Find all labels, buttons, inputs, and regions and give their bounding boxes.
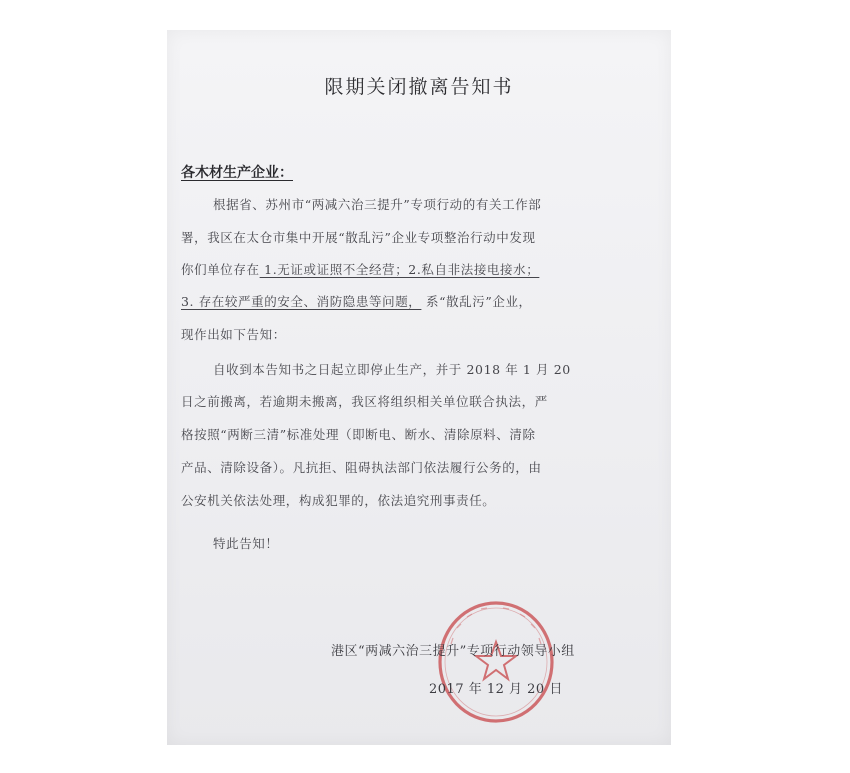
signature-organization: 港区“两减六治三提升”专项行动领导小组 — [331, 644, 575, 659]
salutation: 各木材生产企业： — [181, 165, 293, 181]
paragraph1-line4 — [181, 292, 532, 310]
paragraph1-line5: 现作出如下告知： — [181, 327, 286, 342]
paragraph1-line1: 根据省、苏州市“两减六治三提升”专项行动的有关工作部 — [213, 197, 542, 212]
paragraph2-line2: 日之前搬离，若逾期未搬离，我区将组织相关单位联合执法，严 — [181, 394, 548, 409]
paragraph2-line5: 公安机关依法处理，构成犯罪的，依法追究刑事责任。 — [181, 493, 496, 508]
official-seal-icon — [435, 598, 557, 726]
paragraph1-line3-prefix: 你们单位存在 — [181, 262, 260, 277]
paragraph1-line4-suffix: 系“散乱污”企业， — [421, 294, 532, 309]
signature-date: 2017 年 12 月 20 日 — [429, 682, 563, 697]
paragraph1-line4-issues: 3. 存在较严重的安全、消防隐患等问题， — [181, 294, 422, 309]
paragraph1-line3-issues: 1.无证或证照不全经营；2.私自非法接电接水； — [259, 262, 540, 277]
paragraph2-line1: 自收到本告知书之日起立即停止生产，并于 2018 年 1 月 20 — [213, 362, 571, 377]
paragraph1-line2: 署，我区在太仓市集中开展“散乱污”企业专项整治行动中发现 — [181, 230, 536, 245]
notice-document — [167, 30, 671, 745]
paragraph1-line3 — [181, 260, 539, 278]
document-title: 限期关闭撤离告知书 — [324, 76, 514, 98]
closing-line: 特此告知！ — [213, 536, 279, 551]
paragraph2-line4: 产品、清除设备）。凡抗拒、阻碍执法部门依法履行公务的，由 — [181, 460, 542, 475]
paragraph2-line3: 格按照“两断三清”标准处理（即断电、断水、清除原料、清除 — [181, 427, 536, 442]
